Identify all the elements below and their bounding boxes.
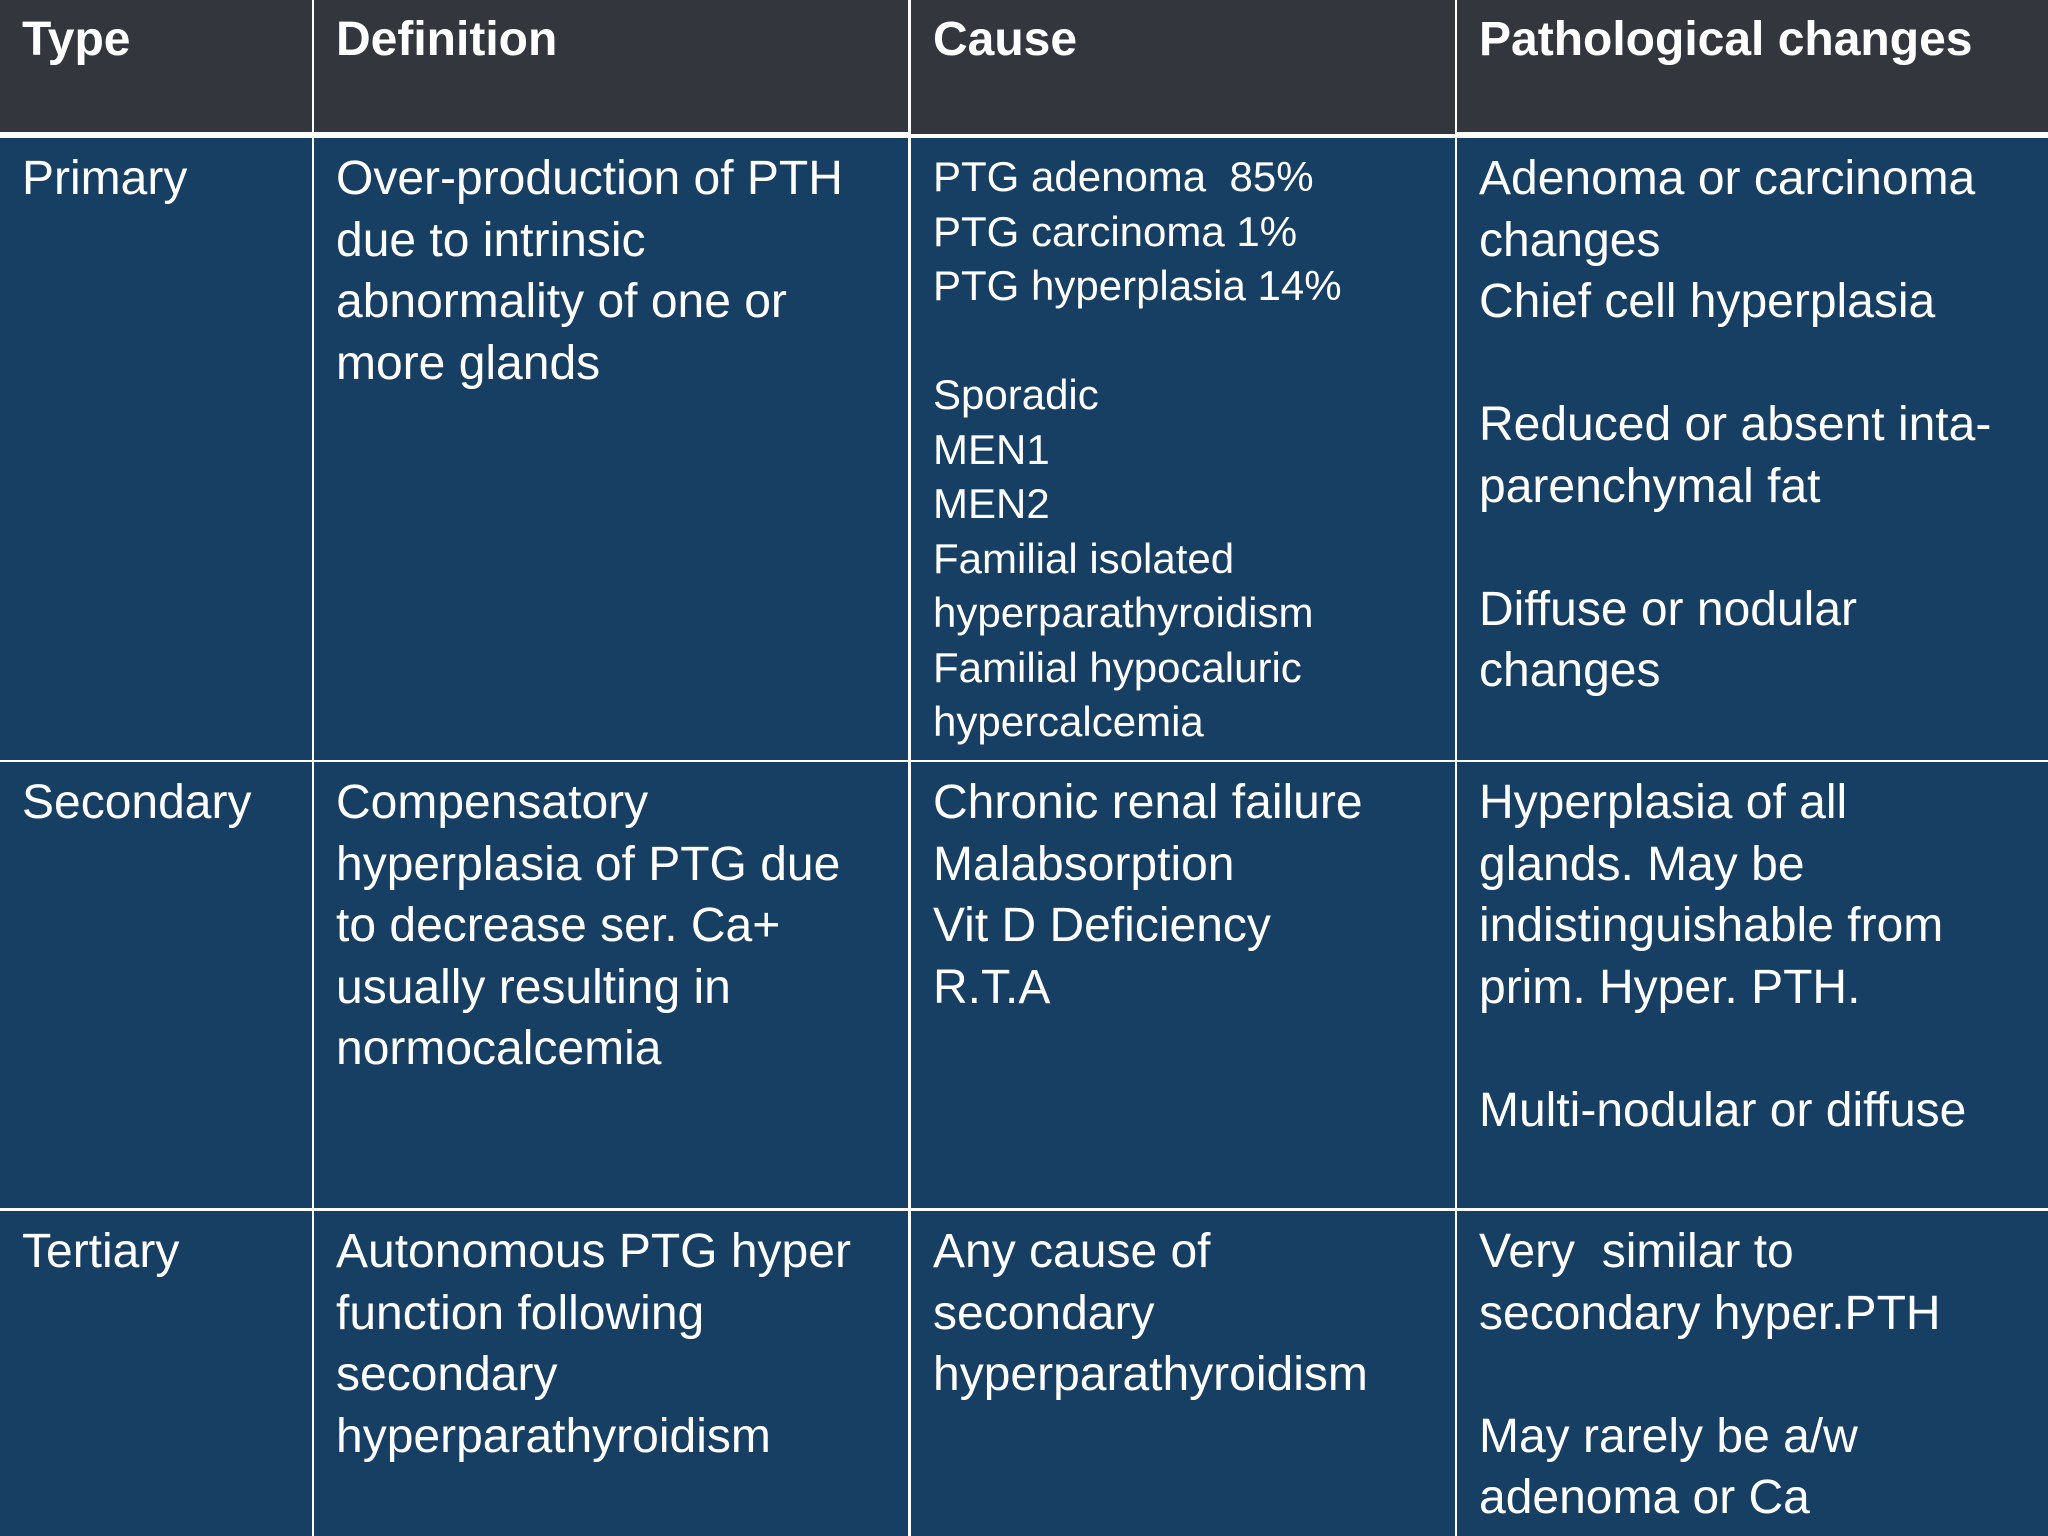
- row-tertiary-definition: [314, 1211, 908, 1536]
- cell-line: Multi-nodular or diffuse: [1479, 1083, 1967, 1137]
- cell-line: Over-production of PTH: [336, 152, 843, 205]
- row-primary-type: Primary: [0, 138, 312, 760]
- spacer: [1479, 517, 2026, 579]
- cell-line: function following: [336, 1286, 705, 1340]
- row-secondary-definition: [314, 762, 908, 1208]
- cell-line: normocalcemia: [336, 1022, 662, 1075]
- cell-line: hyperparathyroidism: [933, 589, 1314, 636]
- cell-line: Chronic renal failure: [933, 776, 1363, 829]
- cell-line: Chief cell hyperplasia: [1479, 275, 1936, 328]
- row-tertiary-type: Tertiary: [0, 1211, 312, 1536]
- cell-line: MEN2: [933, 480, 1050, 527]
- cell-line: PTG carcinoma 1%: [933, 207, 1298, 255]
- header-pathological-changes: Pathological changes: [1457, 0, 2048, 132]
- cell-line: Familial isolated: [933, 534, 1235, 582]
- cell-line: Sporadic: [933, 371, 1099, 418]
- cell-line: secondary hyper.PTH: [1479, 1286, 1941, 1340]
- cell-line: hyperparathyroidism: [336, 1409, 771, 1463]
- cell-line: hypercalcemia: [933, 698, 1204, 745]
- spacer: [1479, 333, 2026, 395]
- cell-line: Very similar to: [1479, 1225, 1794, 1278]
- cell-line: PTG adenoma 85%: [933, 153, 1314, 200]
- cell-line: changes: [1479, 213, 1661, 267]
- cell-line: Any cause of: [933, 1225, 1211, 1278]
- row-secondary-pathological: [1457, 762, 2048, 1208]
- row-tertiary-cause: [911, 1211, 1455, 1536]
- cell-line: glands. May be: [1479, 837, 1805, 891]
- cell-line: hyperparathyroidism: [933, 1348, 1368, 1401]
- cell-line: PTG hyperplasia 14%: [933, 262, 1342, 309]
- cell-line: more glands: [336, 336, 601, 390]
- header-definition: Definition: [314, 0, 908, 132]
- header-type: Type: [0, 0, 312, 132]
- spacer: [933, 314, 1433, 369]
- row-primary-definition: [314, 138, 908, 760]
- cell-line: Malabsorption: [933, 837, 1235, 891]
- cell-line: Reduced or absent inta-: [1479, 398, 1992, 451]
- cell-line: Adenoma or carcinoma: [1479, 152, 1976, 205]
- row-tertiary-pathological: [1457, 1211, 2048, 1536]
- cell-line: usually resulting in: [336, 960, 731, 1014]
- cell-line: Diffuse or nodular: [1479, 582, 1857, 636]
- cell-line: to decrease ser. Ca+: [336, 899, 781, 952]
- spacer: [1479, 1344, 2026, 1406]
- cell-line: prim. Hyper. PTH.: [1479, 960, 1861, 1014]
- row-secondary-cause: [911, 762, 1455, 1208]
- cell-line: parenchymal fat: [1479, 459, 1821, 513]
- cell-line: Hyperplasia of all: [1479, 776, 1848, 829]
- cell-line: due to intrinsic: [336, 213, 646, 267]
- cell-line: abnormality of one or: [336, 275, 787, 328]
- cell-line: hyperplasia of PTG due: [336, 837, 841, 891]
- cell-line: indistinguishable from: [1479, 899, 1944, 952]
- cell-line: secondary: [336, 1348, 558, 1401]
- cell-line: Vit D Deficiency: [933, 899, 1271, 952]
- cell-line: May rarely be a/w: [1479, 1409, 1858, 1463]
- cell-line: Familial hypocaluric: [933, 643, 1302, 691]
- cell-line: adenoma or Ca: [1479, 1471, 1810, 1524]
- cell-line: R.T.A: [933, 960, 1051, 1014]
- header-cause: Cause: [911, 0, 1455, 134]
- cell-line: Autonomous PTG hyper: [336, 1225, 851, 1278]
- row-secondary-type: Secondary: [0, 762, 312, 1208]
- cell-line: secondary: [933, 1286, 1155, 1340]
- cell-line: Compensatory: [336, 776, 649, 829]
- cell-line: changes: [1479, 644, 1661, 697]
- spacer: [1479, 1018, 2026, 1080]
- row-primary-pathological: [1457, 138, 2048, 760]
- row-primary-cause: [911, 138, 1455, 760]
- cell-line: MEN1: [933, 425, 1050, 473]
